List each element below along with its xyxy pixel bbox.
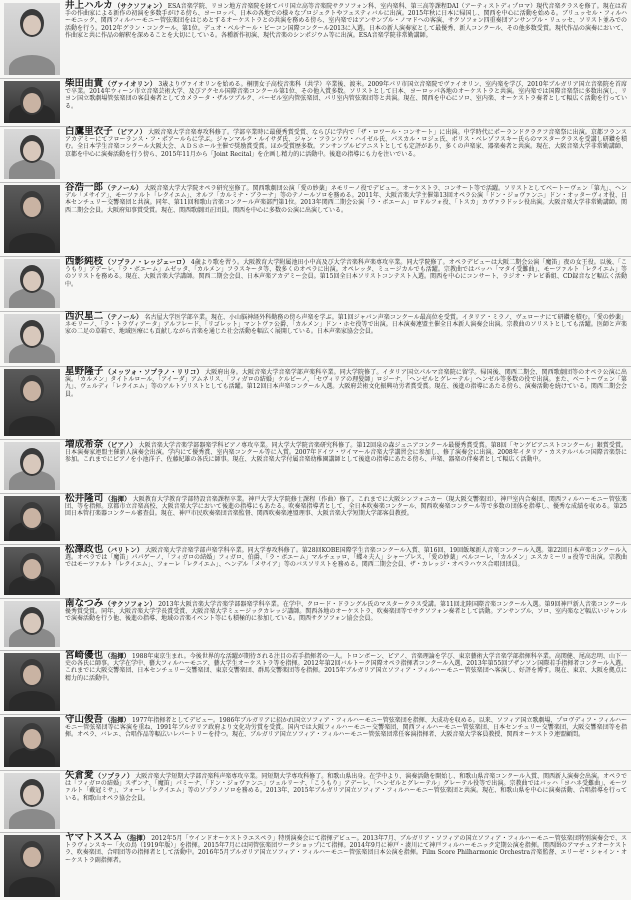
profile-text	[63, 126, 631, 182]
performer-bio: 大阪音楽大学短期大学部音楽科声楽専攻卒業。同短期大学専攻科修了。和歌山県出身。在学中より、演奏活動を開始し、和歌山県音楽コンクール入賞、関西新人演奏会出演。オペラでは「フィガロの結婚」スザンナ、「魔笛」パミーナ、「ドン・ジョヴァンニ」ツェルリーナ、「こうもり」アデーレ、「ヘンゼルとグレーテル」グレーテル役等で出演。宗教曲ではバッハ「ヨハネ受難曲」、モーツァルト「戴冠ミサ」、フォーレ「レクイエム」等のソプラノソロを務める。2013年、2015年ブルガリア国立ソフィア・フィルハーモニー管弦楽団と共演。現在、和歌山県を中心に演奏活動、合唱指導を行っている。和歌山オペラ協会会員。	[65, 773, 628, 802]
performer-bio: 大阪音楽大学大学院オペラ研究室修了。関西歌劇団公演「愛の妙薬」ネモリーノ役でデビュー。オーケストラ、コンサート等で活躍。ソリストとしてベートーヴェン「第九」、ヘンデル「メサイア」、モーツァルト「レクイエム」、オルフ「カルミナ・ブラーナ」等のテノールソロを務める。2011年、大阪音楽大学主催第13回オペラ公演「ドン・ジョヴァンニ」ドン・オッターヴィオ役、日本センチュリー交響楽団と共演。同年、第11回和歌山音楽コンクール声楽部門第1位。2013年関西二期会公演「ラ・ボエーム」ロドルフォ役、「トスカ」カヴァラドッシ役出演。大阪音楽大学非常勤講師。関西二期会会員。大阪府知事賞受賞。現在、関西歌劇団正団員。関西を中心に多数の公演に出演している。	[65, 185, 627, 214]
performer-photo	[4, 773, 60, 829]
performer-role: （メッツォ・ソプラノ・リリコ）	[104, 368, 204, 376]
performer-bio: 大阪教育大学教育学部特設音楽課程卒業。神戸大学大学院修士課程（作曲）修了。これまでに大阪シンフォニカー（現大阪交響楽団）、神戸室内合奏団、関西フィルハーモニー管弦楽団、等を指揮。京都市立音楽高校、大阪音楽大学において後進の指導にもあたる。吹奏楽指導者として、全日本吹奏楽コンクール、関西吹奏楽コンクール等で多数の団体を指導し、優秀な成績を収める。第25回日本管打楽器コンクール審査員。現在、神戸市民吹奏楽団音楽監督、関西吹奏楽連盟理事、大阪音楽大学短期大学部客員教授。	[65, 496, 628, 518]
performer-name: 南なつみ	[65, 598, 104, 609]
performer-bio: 1988年東京生まれ。今後世界的な活躍が期待される注目の若手指揮者の一人。トロンボーン、ピアノ、音楽理論を学び、東京藝術大学音楽学部指揮科卒業。高関健、尾高忠明、山下一史の各氏に師事。大学在学中、藝大フィルハーモニア、藝大学生オーケストラ等を指揮。2012年第2回バルトーク国際オペラ指揮者コンクール入選、2013年第55回ブザンソン国際若手指揮者コンクール入選。これまでに大阪交響楽団、日本センチュリー交響楽団、東京交響楽団、群馬交響楽団等を指揮。2015年ブルガリア国立ソフィア・フィルハーモニー管弦楽団へ客演し、好評を博す。現在、東京、大阪を拠点に精力的に活動中。	[65, 653, 627, 682]
performer-role: （指揮）	[123, 834, 150, 842]
performer-role: （ソプラノ・レッジェーロ）	[104, 258, 189, 266]
profile-row	[0, 126, 631, 183]
performer-name: ヤマトススム	[65, 832, 123, 843]
profile-row	[0, 256, 631, 312]
performer-bio: ESA音楽学院、リヨン地方音楽院を経てパリ国立高等音楽院サクソフォン科、室内楽科、第三高等課程DAI（アーティストディプロマ）現代音楽クラスを修了。現在は若手の作曲家による新作の初演を多数手がける傍ら、ヨーロッパ、日本の各地での様々なプロジェクトやフェスティバルに出演。2015年秋に日本に帰国し、関西を中心に活動を始める。ブリュッセル・フィルハーモニック、関西フィルハーモニー管弦楽団をはじめとするオーケストラとの共演を務める傍ら、室内楽ではアンサンブル・ノマドへの客演、サクソフォン四重奏団アンサンブル・リュッセ、ソリスト並みでの活動を行う。2012年グラン・コンクール、第1位。デュオ・ベルナール・ビーコン国際コンクール2013に入選。日本の新人演奏家として最優秀、新人コンクール、その他多数受賞。現代作品の演奏において、作曲家と共に作品の解釈を深めることを大切にしている。各種新作初演、現代音楽のシンポジウム等に出演。ESA音楽学院非常勤講師。	[65, 3, 627, 39]
performer-bio: 大阪音楽大学音楽専攻科修了。学部卒業時に最優秀賞受賞、ならびに学内で「ザ・ロワール・コンサート」に出演。中学時代にポーランドクラクフ音楽祭に出演。京都フランスアカデミーにてフローランス・フ・ポアールらに学ぶ。ジャンマルク・ルイサダ氏、ジャン・フランソワ・ハイゼル氏、パスカル・ロジェ氏、ボリス・ベレゾフスキー氏らのマスタークラスを受講し研鑽を積む。全日本学生音楽コンクール大阪大会、ＡＤＳホール主催で奨励賞受賞。ほか受賞歴多数。アンサンブルピアニストとしても定評があり、多くの声楽家、器楽奏者と共演。現在、大阪音楽大学非常勤講師、京都を中心に演奏活動を行う傍ら、2015年11月から「Joint Recital」を企画し精力的に活動中。後進の指導にも力を注いでいる。	[65, 129, 627, 158]
profile-row	[0, 650, 631, 715]
performer-role: （テノール）	[104, 184, 143, 192]
performer-photo	[4, 185, 60, 253]
performer-role: （サクソフォン）	[113, 2, 166, 10]
profile-row	[0, 0, 631, 79]
performer-role: （バリトン）	[104, 546, 144, 554]
profile-text	[63, 78, 631, 126]
profile-row	[0, 182, 631, 257]
profile-text	[63, 493, 631, 544]
profile-row	[0, 311, 631, 367]
performer-role: （指揮）	[104, 652, 131, 660]
performer-name: 西影純枝	[65, 256, 104, 267]
profile-text	[63, 770, 631, 832]
profile-row	[0, 439, 631, 494]
performer-photo	[4, 3, 60, 75]
profile-row	[0, 544, 631, 599]
performer-role: （サクソフォン）	[104, 600, 157, 608]
performer-name: 松井隆司	[65, 493, 104, 504]
profile-text	[63, 598, 631, 650]
performer-role: （指揮）	[104, 716, 131, 724]
profile-text	[63, 832, 631, 900]
performer-photo	[4, 496, 60, 541]
performer-bio: 2013年大阪音楽大学音楽学部器楽学科卒業。在学中、クロード・ドラングル氏のマスタークラス受講。第11回北陸国際音楽コンクール入選。第9回神戸新人音楽コンクール優秀賞受賞。同年、大阪音楽大学学長賞受賞、大阪音楽大学ミュージックカレッジ講師。関西各地のオーケストラ、吹奏楽団等でサクソフォン奏者として活動。アンサンブル、ソロ、室内楽など幅広いジャンルで演奏活動を行う他、後進の指導、地域の音楽イベント等にも積極的に参加している。関西サクソフォン協会会員。	[65, 601, 627, 623]
profile-row	[0, 366, 631, 440]
performer-bio: 3歳よりヴァイオリンを始める。桐朋女子高校音楽科（共学）卒業後、渡米。2009年パリ市国立音楽院でヴァイオリン、室内楽を学び、2010年ブルガリア国立音楽院を首席で卒業。2014年ウィーン市立音楽芸術大学、及びアクセル国際音楽コンクール第1位、その他入賞多数。ソリストとして日本、ヨーロッパ各地のオーケストラと共演。室内楽では国際音楽祭に多数出演し、リヨン国立歌劇場管弦楽団の客員奏者としてカメラータ・ザルツブルク、バーゼル室内管弦楽団、パリ室内管弦楽団等と共演。現在、関西を中心にソロ、室内楽、オーケストラ奏者として幅広く活動を行っている。	[65, 81, 627, 110]
performer-name: 白鷹里衣子	[65, 126, 113, 137]
performer-photo	[4, 442, 60, 490]
performer-photo	[4, 369, 60, 436]
profile-row	[0, 493, 631, 545]
profile-text	[63, 366, 631, 439]
performer-name: 星野隆子	[65, 366, 104, 377]
performer-photo	[4, 547, 60, 595]
profile-row	[0, 832, 631, 900]
performer-role: （ソプラノ）	[94, 772, 134, 780]
performer-photo	[4, 314, 60, 363]
performer-bio: 大阪音楽大学音楽学部器楽学科ピアノ専攻卒業。同大学大学院音楽研究科修了。第12回泉の森ジュニアコンクール最優秀賞受賞。第8回「ヤングピアニストコンクール」銀賞受賞。日本演奏家連盟主催新人演奏会出演。学内にて優秀賞、室内楽コンクール等に入賞。2007年ドイツ・ワイマール音楽大学講習会に参加し、修了演奏会に出演。2008年イタリア・カステルバルコ国際音楽祭に参加。これまでにピアノを小池洋子、佐藤紀雄の各氏に師事。現在、大阪音楽大学付属音楽幼稚園講師として後進の指導にあたる傍ら、声楽、器楽の伴奏者として幅広く活動中。	[65, 442, 628, 464]
performer-role: （テノール）	[104, 313, 143, 321]
performer-bio: 4歳より歌を習う。大阪教育大学附属池田小中高及び大学音楽科声楽専攻卒業。同大学院修了。オペラデビューは大阪二期会公演「魔笛」夜の女王役。以後、「こうもり」アデーレ、「ラ・ボエーム」ムゼッタ、「カルメン」フラスキータ等、数多くのオペラに出演。オペレッタ、ミュージカルでも活躍。宗教曲ではバッハ「マタイ受難曲」、モーツァルト「レクイエム」等のソリストを務める。現在、大阪音楽大学講師。関西二期会会員、日本声楽アカデミー会員。第15回全日本ソリストコンテスト入選。関西を中心にコンサート、ラジオ・テレビ番組、CD録音など幅広く活動中。	[65, 259, 627, 288]
performer-bio: 2012年5月「ウインドオーケストラエスペラ」特別演奏会にて指揮デビュー。2013年7月、ブルガリア・ソフィアの国立ソフィア・フィルハーモニー管弦楽団特別演奏会で、ストラヴィンスキー「火の鳥（1919年版）」を指揮。2015年7月には同管弦楽団ワークショップにて指揮。2014年9月に神戸・湊川にて神戸フィルハーモニック定期公演を指揮。関西圏のアマチュアオーケストラ、吹奏楽団、合唱団等の指揮者として活動中。2016年5月ブルガリア国立ソフィア・フィルハーモニー管弦楽団日本公演を指揮。Film Score Philharmonic Orchestra音楽監督、エリーゼ・シャイン・オーケストラ副指揮者。	[65, 835, 627, 864]
performer-name: 増成希奈	[65, 439, 104, 450]
performer-photo	[4, 835, 60, 897]
performer-photo	[4, 259, 60, 308]
performer-bio: 1977年指揮者としてデビュー。1986年ブルガリアに招かれ国立ソフィア・フィルハーモニー管弦楽団を指揮、大成功を収める。以来、ソフィア国立歌劇場、プロヴディフ・フィルハーモニー管弦楽団等に客演を重ね、1991年ブルガリア政府より文化功労賞を受賞。国内では大阪フィルハーモニー交響楽団、関西フィルハーモニー管弦楽団、日本センチュリー交響楽団、大阪交響楽団等を指揮。オペラ、バレエ、合唱作品等幅広いレパートリーを持つ。現在、ブルガリア国立ソフィア・フィルハーモニー管弦楽団常任客演指揮者、大阪音楽大学客員教授、関西オーケストラ連盟顧問。	[65, 717, 627, 739]
performer-photo	[4, 129, 60, 179]
profile-text	[63, 0, 631, 78]
performer-name: 西沢星二	[65, 311, 104, 322]
profile-text	[63, 439, 631, 493]
performer-photo	[4, 81, 60, 123]
performer-role: （ピアノ）	[104, 441, 137, 449]
profile-text	[63, 544, 631, 598]
profile-text	[63, 182, 631, 256]
performer-bio: 名古屋大学医学部卒業。現在、小山脳神経外科勤務の傍ら声楽を学ぶ。第1回ジャパン声楽コンクール最高位を受賞。イタリア・ミラノ、ヴェローナにて研鑽を積む。「愛の妙薬」ネモリーノ、「ラ・トラヴィアータ」アルフレード、「リゴレット」マントヴァ公爵、「カルメン」ドン・ホセ役等で出演。日本演奏連盟主催全日本新人演奏会出演。宗教曲のソリストとしても活躍。医師と声楽家の二足の草鞋で、地域医療にも貢献しながら音楽を通じた社会活動を幅広く展開している。日本声楽家協会会員。	[65, 314, 627, 336]
performer-photo	[4, 653, 60, 711]
performer-name: 守山俊吾	[65, 714, 104, 725]
performer-bio: 大阪音楽大学音楽学部声楽学科卒業。同大学専攻科修了。第28回KOBE国際学生音楽コンクール入賞、第16回、19回飯塚新人音楽コンクール入選。第22回日本声楽コンクール入選。オペラでは「魔笛」パパゲーノ、「フィガロの結婚」フィガロ、伯爵、「ラ・ボエーム」マルチェッロ、「蝶々夫人」シャープレス、「愛の妙薬」ベルコーレ、「カルメン」エスカミーリョ役等で出演。宗教曲ではモーツァルト「レクイエム」、フォーレ「レクイエム」、ヘンデル「メサイア」等のバスソリストを務める。関西二期会会員、ザ・カレッジ・オペラハウス合唱団団員。	[65, 547, 627, 569]
performer-bio: 大阪府出身。大阪音楽大学音楽学部声楽科卒業。同大学院修了。イタリア国立パルマ音楽院に留学。帰国後、関西二期会、関西歌劇団等のオペラ公演に出演。「カルメン」タイトルロール、「アイーダ」アムネリス、「フィガロの結婚」ケルビーノ、「セヴィリアの理髪師」ロジーナ、「ヘンゼルとグレーテル」ヘンゼル等多数の役で出演。また、ベートーヴェン「第九」、ヴェルディ「レクイエム」等のアルトソリストとしても活躍。第12回日本声楽コンクール入選。大阪府芸術文化振興功労者賞受賞。現在、後進の指導にあたる傍ら、演奏活動を続けている。関西二期会会員。	[65, 369, 627, 398]
profile-row	[0, 770, 631, 833]
performer-name: 谷浩一郎	[65, 182, 104, 193]
profile-row	[0, 598, 631, 651]
performer-photo	[4, 717, 60, 767]
performer-name: 矢倉愛	[65, 770, 94, 781]
profile-text	[63, 650, 631, 714]
profile-row	[0, 714, 631, 771]
profile-text	[63, 714, 631, 770]
performer-role: （指揮）	[104, 495, 131, 503]
performer-name: 井上ハルカ	[65, 0, 113, 11]
performer-name: 松澤政也	[65, 544, 104, 555]
performer-role: （ヴァイオリン）	[104, 80, 157, 88]
profile-text	[63, 311, 631, 366]
performer-role: （ピアノ）	[113, 128, 147, 136]
profile-row	[0, 78, 631, 127]
profile-text	[63, 256, 631, 311]
performer-name: 柴田由貴	[65, 78, 104, 89]
performer-photo	[4, 601, 60, 647]
performer-name: 宮崎優也	[65, 650, 104, 661]
